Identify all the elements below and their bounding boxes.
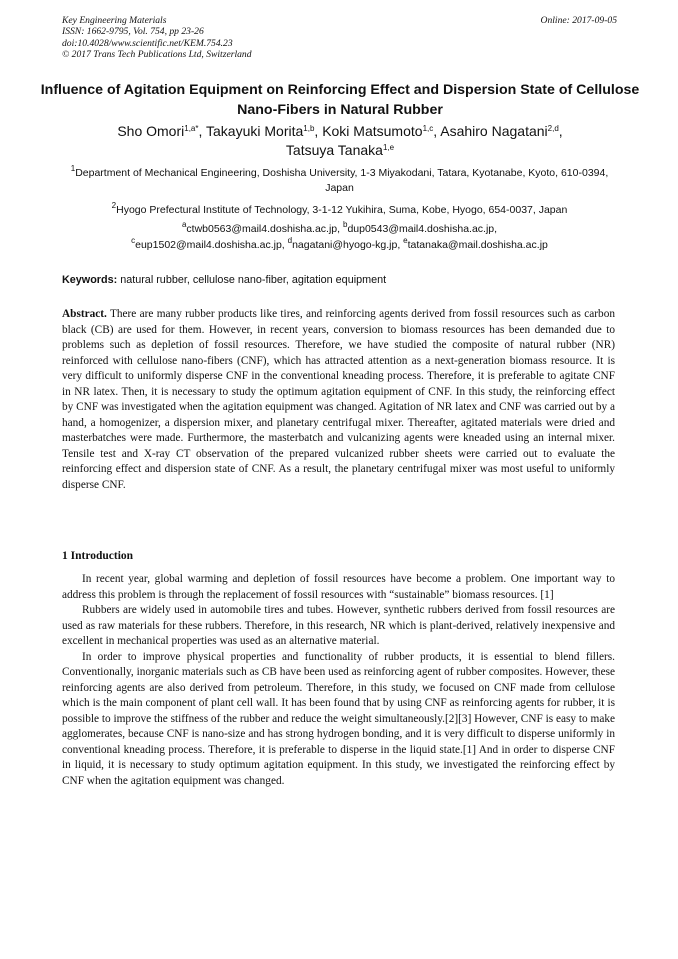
abstract-text: There are many rubber products like tires, and reinforcing agents derived from fossil resources such as carbon black (CB) are used for them. However, in recent years, conversion to biomass resources has been demanded due to problems such as depletion of fossil resources. Therefore, we have studied the composite of natural rubber (NR) reinforced with cellulose nano-fibers (CNF), which has attracted attention as a next-generation biomass resource. It is very difficult to uniformly disperse CNF in the conventional kneading process. Therefore, it is preferable to agitate CNF in NR latex. Then, it is necessary to study the optimum agitation equipment of CNF. In this study, the reinforcing effect by CNF was investigated when the agitation equipment was changed. Agitation of NR latex and CNF was carried out by a hand, a homogenizer, a dispersion mixer, and planetary centrifugal mixer. Thereafter, agitated materials were dried and masterbatches were made. Furthermore, the masterbatch and vulcanizing agents were kneaded using an internal mixer. Tensile test and X-ray CT observation of the prepared vulcanized rubber sheets were carried out to evaluate the reinforcing effect and dispersion state of CNF. As a result, the planetary centrifugal mixer was most useful to uniformly disperse CNF.: [62, 308, 615, 491]
online-date: Online: 2017-09-05: [540, 15, 617, 26]
email-address[interactable]: nagatani@hyogo-kg.jp: [292, 238, 398, 251]
author-name: Asahiro Nagatani: [440, 123, 548, 139]
keywords-line: [62, 273, 617, 287]
section-heading: 1 Introduction: [62, 550, 134, 562]
affiliation-2: [62, 203, 617, 218]
abstract-paragraph: [62, 307, 615, 493]
email-superscript: d: [287, 235, 293, 245]
abstract-label: Abstract.: [62, 308, 107, 320]
author-name: Koki Matsumoto: [322, 123, 423, 139]
email-superscript: e: [403, 235, 408, 245]
intro-paragraph: In order to improve physical properties and functionality of rubber products, it is essential to blend fillers. Conventionally, inorganic materials such as CB have been used as reinforcing agent of rubber composites. However, these reinforcing agents are also derived from petroleum. Therefore, in this study, we focused on CNF made from cellulose which is the main component of plant cell wall. It has been found that by using CNF as reinforcing agents for rubber, it is possible to improve the stiffness of the rubber and reduce the weight simultaneously.[2][3] However, CNF is easy to make agglomerates, because CNF is nano-size and has strong hydrogen bonding, and it is very difficult to disperse uniformly in conventional kneading process. Therefore, it is preferable to disperse in the liquid state.[1] And in order to disperse CNF in liquid, it is necessary to study optimum agitation equipment. In this study, we investigated the reinforcing effect by CNF when the agitation equipment was changed.: [62, 650, 615, 787]
author-separator: ,: [198, 123, 207, 139]
journal-header: [62, 15, 617, 60]
affiliation-text: Department of Mechanical Engineering, Doshisha University, 1-3 Miyakodani, Tatara, Kyotanabe, Kyoto, 610-0394, Japan: [75, 167, 609, 194]
author-separator: ,: [314, 123, 323, 139]
email-address[interactable]: tatanaka@mail.doshisha.ac.jp: [407, 238, 548, 251]
intro-paragraph: In recent year, global warming and depletion of fossil resources have become a problem. One important way to address this problem is through the replacement of fossil resources with “sustainable” biomass resources. [1]: [62, 573, 615, 601]
doi-line[interactable]: doi:10.4028/www.scientific.net/KEM.754.23: [62, 37, 233, 49]
email-address[interactable]: ctwb0563@mail4.doshisha.ac.jp: [186, 223, 338, 235]
author-name: Sho Omori: [117, 123, 185, 139]
affiliation-number: 1: [70, 164, 76, 173]
author-superscript: 1,b: [303, 124, 315, 133]
issn-line: ISSN: 1662-9795, Vol. 754, pp 23-26: [62, 26, 204, 38]
email-line-2: [62, 235, 617, 254]
email-superscript: c: [131, 235, 136, 245]
email-address[interactable]: eup1502@mail4.doshisha.ac.jp: [135, 238, 282, 251]
introduction-body: [62, 572, 615, 789]
author-separator: ,: [433, 123, 441, 139]
email-separator: ,: [337, 223, 343, 235]
paper-title: Influence of Agitation Equipment on Reinforcing Effect and Dispersion State of Cellulose Nano-Fibers in Natural Rubber: [40, 82, 640, 118]
affiliation-1: [62, 166, 617, 195]
author-superscript: 1,c: [422, 124, 434, 133]
author-superscript: 2,d: [547, 124, 559, 133]
author-name: Takayuki Morita: [206, 123, 304, 139]
email-superscript: b: [343, 220, 348, 229]
author-name: Tatsuya Tanaka: [285, 141, 383, 158]
email-separator: ,: [281, 238, 288, 251]
email-separator: ,: [397, 238, 404, 251]
author-separator: ,: [558, 123, 563, 139]
email-separator: ,: [494, 223, 498, 235]
copyright-line: © 2017 Trans Tech Publications Ltd, Switzerland: [62, 48, 252, 60]
email-superscript: a: [181, 220, 187, 229]
journal-name: Key Engineering Materials: [62, 15, 167, 26]
author-list: [40, 122, 640, 159]
keywords-label: Keywords:: [62, 274, 118, 286]
keywords-text: natural rubber, cellulose nano-fiber, agitation equipment: [120, 274, 387, 286]
author-superscript: 1,e: [382, 142, 395, 152]
author-superscript: 1,a*: [184, 124, 199, 133]
intro-paragraph: Rubbers are widely used in automobile tires and tubes. However, synthetic rubbers derived from fossil resources are used as raw materials for these rubbers. Therefore, in this research, NR which is plant-derived, relatively inexpensive and excellent in mechanical properties was used as an alternative material.: [62, 604, 615, 647]
email-line-1: [62, 222, 617, 238]
email-list: [62, 222, 617, 253]
affiliation-text: Hyogo Prefectural Institute of Technology, 3-1-12 Yukihira, Suma, Kobe, Hyogo, 654-0037, Japan: [116, 204, 568, 216]
affiliation-number: 2: [111, 201, 117, 210]
email-address[interactable]: dup0543@mail4.doshisha.ac.jp: [347, 223, 495, 235]
